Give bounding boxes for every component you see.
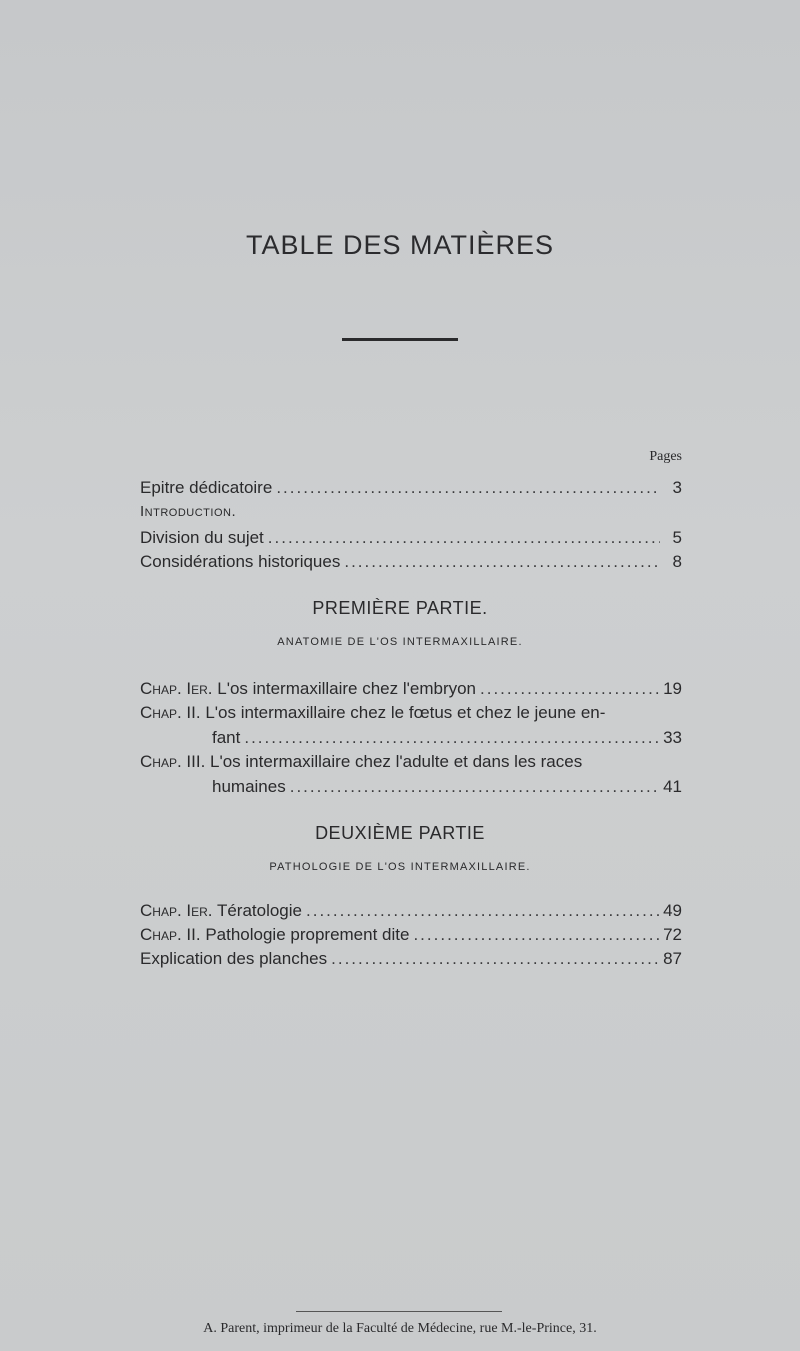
toc-entry-label: Epitre dédicatoire bbox=[140, 478, 273, 497]
toc-entry-plates bbox=[140, 949, 682, 969]
chapter-prefix: Chap. Ier. bbox=[140, 679, 213, 698]
toc-entry-label: Tératologie bbox=[216, 901, 302, 920]
toc-entry-page: 33 bbox=[663, 728, 682, 747]
toc-entry-label: L'os intermaxillaire chez l'embryon bbox=[217, 679, 477, 698]
page-title: TABLE DES MATIÈRES bbox=[245, 230, 555, 260]
leader-dots bbox=[268, 528, 660, 548]
toc-entry-page: 49 bbox=[663, 901, 682, 920]
toc-entry-label: Explication des planches bbox=[140, 949, 328, 968]
leader-dots bbox=[344, 552, 660, 572]
toc-entry-part1-chap3-line2 bbox=[212, 777, 682, 797]
toc-entry-label: fant bbox=[212, 728, 241, 747]
toc-entry-part1-chap3-line1 bbox=[140, 752, 582, 772]
toc-entry-division bbox=[140, 528, 682, 548]
leader-dots bbox=[331, 949, 659, 969]
chapter-prefix: Chap. Ier. bbox=[140, 901, 213, 920]
toc-entry-label: Considérations historiques bbox=[140, 552, 341, 571]
footer-divider bbox=[296, 1311, 502, 1312]
title-divider bbox=[342, 338, 458, 341]
toc-entry-part1-chap1 bbox=[140, 679, 682, 699]
toc-entry-label: humaines bbox=[212, 777, 286, 796]
leader-dots bbox=[413, 925, 659, 945]
leader-dots bbox=[244, 728, 659, 748]
toc-entry-page: 8 bbox=[672, 552, 682, 571]
toc-entry-page: 5 bbox=[672, 528, 682, 547]
toc-entry-part2-chap1 bbox=[140, 901, 682, 921]
toc-entry-label: Division du sujet bbox=[140, 528, 264, 547]
toc-entry-part2-chap2 bbox=[140, 925, 682, 945]
leader-dots bbox=[480, 679, 659, 699]
leader-dots bbox=[276, 478, 660, 498]
toc-entry-page: 72 bbox=[663, 925, 682, 944]
toc-entry-introduction: Introduction. bbox=[140, 503, 237, 520]
toc-entry-label: Pathologie proprement dite bbox=[205, 925, 410, 944]
leader-dots bbox=[290, 777, 659, 797]
toc-entry-page: 41 bbox=[663, 777, 682, 796]
toc-entry-label: L'os intermaxillaire chez le fœtus et chez le jeune en- bbox=[205, 703, 606, 722]
printer-imprint: A. Parent, imprimeur de la Faculté de Médecine, rue M.-le-Prince, 31. bbox=[203, 1321, 597, 1336]
chapter-prefix: Chap. III. bbox=[140, 752, 206, 771]
part1-subtitle: ANATOMIE DE L'OS INTERMAXILLAIRE. bbox=[277, 636, 523, 648]
toc-entry-part1-chap2-line2 bbox=[212, 728, 682, 748]
chapter-prefix: Chap. II. bbox=[140, 925, 201, 944]
toc-entry-part1-chap2-line1 bbox=[140, 703, 605, 723]
part2-title: DEUXIÈME PARTIE bbox=[315, 823, 485, 843]
leader-dots bbox=[306, 901, 659, 921]
toc-entry-historical bbox=[140, 552, 682, 572]
toc-entry-dedication bbox=[140, 478, 682, 498]
toc-entry-page: 3 bbox=[672, 478, 682, 497]
pages-column-heading: Pages bbox=[649, 449, 682, 464]
toc-entry-page: 19 bbox=[663, 679, 682, 698]
toc-entry-label: L'os intermaxillaire chez l'adulte et dans les races bbox=[210, 752, 583, 771]
part2-subtitle: PATHOLOGIE DE L'OS INTERMAXILLAIRE. bbox=[269, 861, 531, 873]
chapter-prefix: Chap. II. bbox=[140, 703, 201, 722]
part1-title: PREMIÈRE PARTIE. bbox=[312, 598, 488, 618]
toc-entry-page: 87 bbox=[663, 949, 682, 968]
